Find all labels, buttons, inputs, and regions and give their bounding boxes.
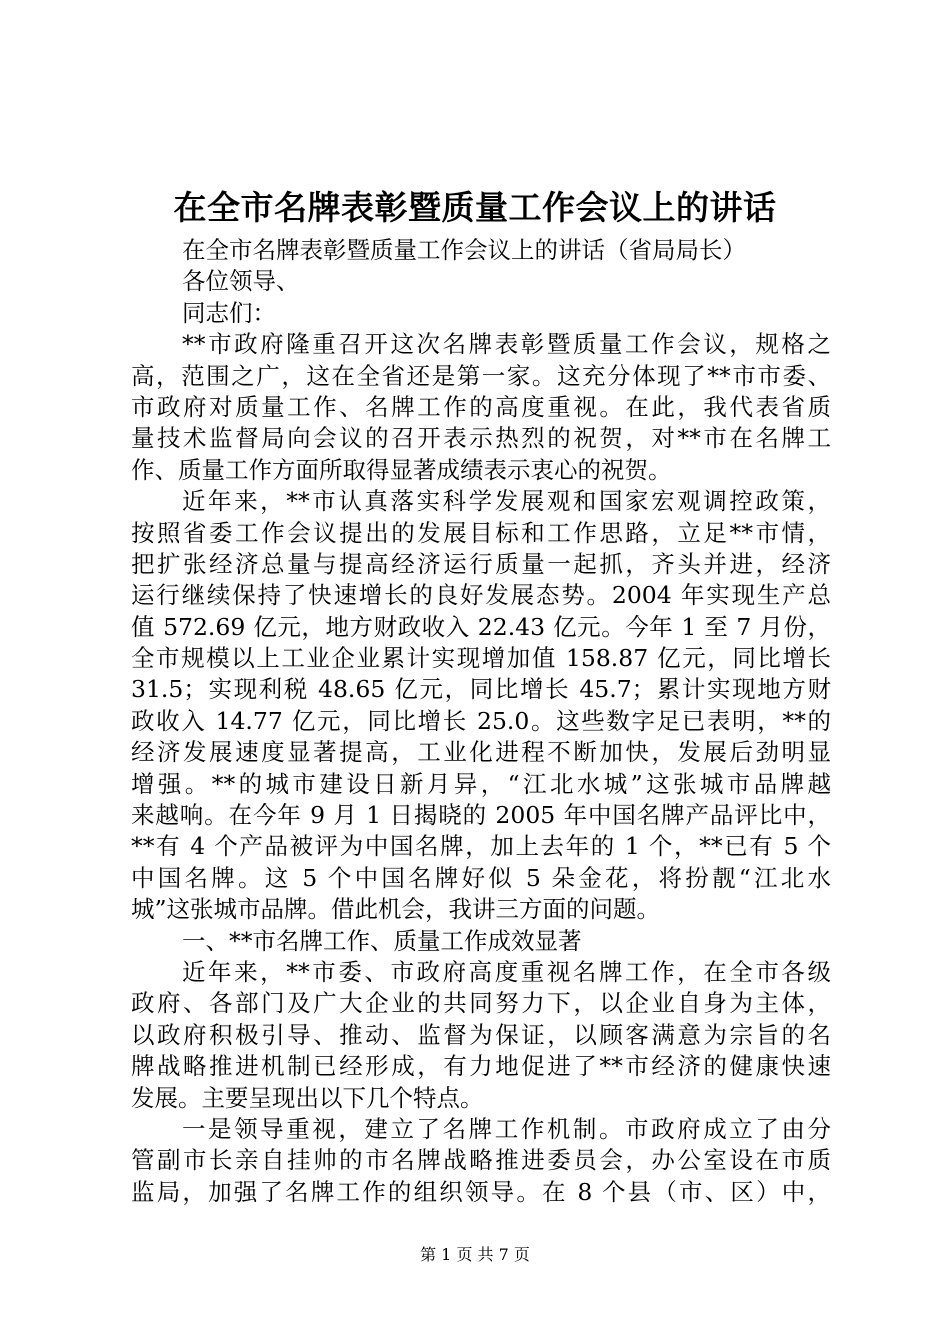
- text-line: 近年来，**市认真落实科学发展观和国家宏观调控政策，: [182, 487, 831, 516]
- text-line: 城”这张城市品牌。借此机会，我讲三方面的问题。: [131, 895, 661, 924]
- text-line: 政收入 14.77 亿元，同比增长 25.0。这些数字足已表明，**的: [131, 706, 831, 735]
- text-line: 监局，加强了名牌工作的组织领导。在 8 个县（市、区）中，: [131, 1177, 831, 1206]
- text-line: 各位领导、: [182, 267, 300, 296]
- text-line: 发展。主要呈现出以下几个特点。: [131, 1083, 484, 1112]
- text-line: 中国名牌。这 5 个中国名牌好似 5 朵金花，将扮靓“江北水: [131, 863, 831, 892]
- text-line: 31.5；实现利税 48.65 亿元，同比增长 45.7；累计实现地方财: [131, 675, 831, 704]
- text-line: 一是领导重视，建立了名牌工作机制。市政府成立了由分: [182, 1114, 831, 1143]
- text-line: 值 572.69 亿元，地方财政收入 22.43 亿元。今年 1 至 7 月份，: [131, 612, 831, 641]
- text-line: 经济发展速度显著提高，工业化进程不断加快，发展后劲明显: [131, 738, 831, 767]
- text-line: 一、**市名牌工作、质量工作成效显著: [182, 926, 582, 955]
- page-footer: 第 1 页 共 7 页: [420, 1245, 530, 1264]
- text-line: 增强。**的城市建设日新月异，“江北水城”这张城市品牌越: [131, 769, 831, 798]
- text-line: **有 4 个产品被评为中国名牌，加上去年的 1 个，**已有 5 个: [131, 832, 831, 861]
- document-body: [131, 235, 831, 1208]
- text-line: 市政府对质量工作、名牌工作的高度重视。在此，我代表省质: [131, 392, 831, 421]
- text-line: 以政府积极引导、推动、监督为保证，以顾客满意为宗旨的名: [131, 1020, 831, 1049]
- text-line: 高，范围之广，这在全省还是第一家。这充分体现了**市市委、: [131, 361, 831, 390]
- text-line: 政府、各部门及广大企业的共同努力下，以企业自身为主体，: [131, 989, 831, 1018]
- text-line: 同志们：: [182, 298, 276, 327]
- text-line: 运行继续保持了快速增长的良好发展态势。2004 年实现生产总: [131, 581, 831, 610]
- text-line: 在全市名牌表彰暨质量工作会议上的讲话（省局局长）: [182, 236, 746, 264]
- document-title: 在全市名牌表彰暨质量工作会议上的讲话: [173, 188, 777, 227]
- text-line: 近年来，**市委、市政府高度重视名牌工作，在全市各级: [182, 957, 831, 986]
- text-line: 量技术监督局向会议的召开表示热烈的祝贺，对**市在名牌工: [131, 424, 831, 453]
- text-line: 按照省委工作会议提出的发展目标和工作思路，立足**市情，: [131, 518, 831, 547]
- text-line: **市政府隆重召开这次名牌表彰暨质量工作会议，规格之: [182, 330, 831, 359]
- text-line: 牌战略推进机制已经形成，有力地促进了**市经济的健康快速: [131, 1052, 831, 1081]
- text-line: 来越响。在今年 9 月 1 日揭晓的 2005 年中国名牌产品评比中，: [131, 801, 831, 830]
- text-line: 管副市长亲自挂帅的市名牌战略推进委员会，办公室设在市质: [131, 1146, 831, 1175]
- text-line: 作、质量工作方面所取得显著成绩表示衷心的祝贺。: [131, 455, 672, 484]
- text-line: 全市规模以上工业企业累计实现增加值 158.87 亿元，同比增长: [131, 644, 831, 673]
- text-line: 把扩张经济总量与提高经济运行质量一起抓，齐头并进，经济: [131, 549, 831, 578]
